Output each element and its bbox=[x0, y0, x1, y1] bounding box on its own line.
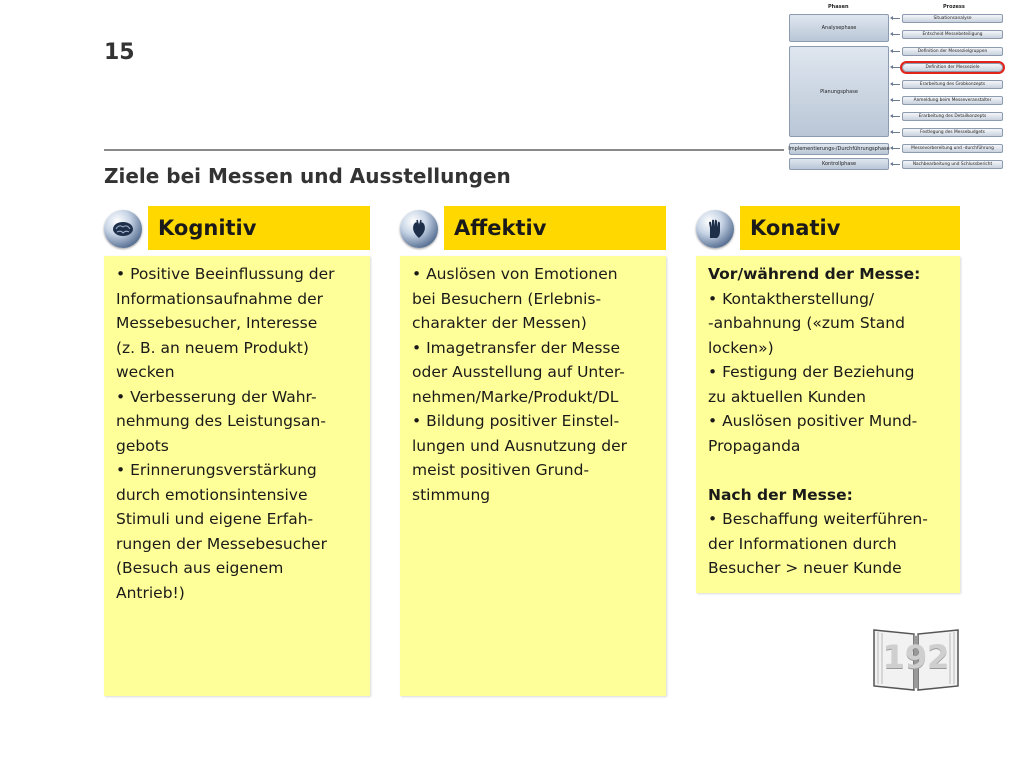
text-line: • Festigung der Beziehung bbox=[708, 363, 915, 381]
text-line: nehmen/Marke/Produkt/DL bbox=[412, 387, 619, 406]
step-nachbearbeitung: Nachbearbeitung und Schlussbericht bbox=[902, 160, 1003, 169]
process-diagram bbox=[786, 4, 1006, 174]
arrow-connector bbox=[892, 51, 900, 52]
text-line: meist positiven Grund- bbox=[412, 461, 590, 479]
column-kognitiv bbox=[104, 206, 370, 696]
step-detailkonzept: Erarbeitung des Detailkonzepts bbox=[902, 112, 1003, 121]
subheading-after: Nach der Messe: bbox=[708, 485, 853, 504]
slide-title: Ziele bei Messen und Ausstellungen bbox=[104, 164, 511, 188]
text-line: • Beschaffung weiterführen- bbox=[708, 510, 928, 528]
step-entscheid: Entscheid Messebeteiligung bbox=[902, 30, 1003, 39]
text-line: • Erinnerungsverstärkung bbox=[116, 461, 317, 479]
step-anmeldung: Anmeldung beim Messeveranstalter bbox=[902, 96, 1003, 105]
text-line: gebots bbox=[116, 436, 169, 455]
arrow-connector bbox=[892, 84, 900, 85]
text-line: Antrieb!) bbox=[116, 583, 185, 602]
arrow-connector bbox=[892, 116, 900, 117]
book-number: 192 bbox=[882, 638, 950, 676]
text-line: • Verbesserung der Wahr- bbox=[116, 387, 317, 406]
text-line: charakter der Messen) bbox=[412, 314, 587, 332]
brain-icon bbox=[104, 210, 142, 248]
arrow-connector bbox=[892, 164, 900, 165]
subheading-during: Vor/während der Messe: bbox=[708, 265, 921, 283]
text-line: oder Ausstellung auf Unter- bbox=[412, 363, 625, 381]
text-line: durch emotionsintensive bbox=[116, 485, 308, 504]
heart-icon bbox=[400, 210, 438, 248]
phase-analysis: Analysephase bbox=[789, 14, 889, 42]
text-line: -anbahnung («zum Stand bbox=[708, 314, 905, 332]
text-line: • Auslösen von Emotionen bbox=[412, 265, 618, 283]
column-affektiv bbox=[400, 206, 666, 696]
column-header bbox=[696, 206, 960, 250]
text-line: bei Besuchern (Erlebnis- bbox=[412, 289, 602, 308]
phase-control: Kontrollphase bbox=[789, 158, 889, 170]
diagram-process-heading: Prozess bbox=[943, 4, 965, 10]
phase-planning: Planungsphase bbox=[789, 46, 889, 137]
text-line: • Kontaktherstellung/ bbox=[708, 289, 875, 308]
text-line: lungen und Ausnutzung der bbox=[412, 436, 628, 455]
text-line: locken») bbox=[708, 338, 774, 357]
text-line: zu aktuellen Kunden bbox=[708, 387, 866, 406]
text-line: • Positive Beeinflussung der bbox=[116, 265, 335, 283]
step-budget: Festlegung des Messebudgets bbox=[902, 128, 1003, 137]
arrow-connector bbox=[892, 132, 900, 133]
column-heading: Konativ bbox=[740, 206, 960, 250]
step-situationsanalyse: Situationsanalyse bbox=[902, 14, 1003, 23]
step-messeziele-highlighted: Definition der Messeziele bbox=[902, 63, 1003, 72]
phase-implementation: Implementierungs-/Durchführungsphase bbox=[789, 143, 889, 155]
divider-line bbox=[104, 149, 784, 151]
arrow-connector bbox=[892, 34, 900, 35]
book-icon bbox=[872, 626, 960, 692]
hand-icon bbox=[696, 210, 734, 248]
text-line: Propaganda bbox=[708, 436, 801, 455]
step-grobkonzept: Erarbeitung des Grobkonzepts bbox=[902, 80, 1003, 89]
text-line: • Auslösen positiver Mund- bbox=[708, 412, 918, 430]
column-body bbox=[696, 256, 960, 593]
arrow-connector bbox=[892, 67, 900, 68]
text-line: Informationsaufnahme der bbox=[116, 289, 324, 308]
text-line: stimmung bbox=[412, 485, 491, 504]
column-body bbox=[104, 256, 370, 696]
column-heading: Affektiv bbox=[444, 206, 666, 250]
text-line: • Imagetransfer der Messe bbox=[412, 338, 621, 357]
column-header bbox=[104, 206, 370, 250]
text-line: • Bildung positiver Einstel- bbox=[412, 412, 620, 430]
text-line: der Informationen durch bbox=[708, 534, 897, 553]
text-line: rungen der Messebesucher bbox=[116, 534, 327, 553]
arrow-connector bbox=[892, 100, 900, 101]
column-header bbox=[400, 206, 666, 250]
diagram-phases-heading: Phasen bbox=[828, 4, 849, 10]
text-line: Messebesucher, Interesse bbox=[116, 314, 318, 332]
text-line: Stimuli und eigene Erfah- bbox=[116, 510, 314, 528]
text-line: nehmung des Leistungsan- bbox=[116, 412, 326, 430]
page-number: 15 bbox=[104, 40, 135, 65]
arrow-connector bbox=[892, 18, 900, 19]
text-line: (z. B. an neuem Produkt) bbox=[116, 338, 309, 357]
text-line: Besucher > neuer Kunde bbox=[708, 559, 902, 577]
column-heading: Kognitiv bbox=[148, 206, 370, 250]
step-durchfuehrung: Messevorbereitung und -durchführung bbox=[902, 144, 1003, 153]
spacer bbox=[708, 458, 950, 483]
column-body bbox=[400, 256, 666, 696]
text-line: (Besuch aus eigenem bbox=[116, 559, 284, 577]
text-line: wecken bbox=[116, 363, 175, 381]
arrow-connector bbox=[892, 148, 900, 149]
step-zielgruppen: Definition der Messezielgruppen bbox=[902, 47, 1003, 56]
column-konativ bbox=[696, 206, 960, 593]
